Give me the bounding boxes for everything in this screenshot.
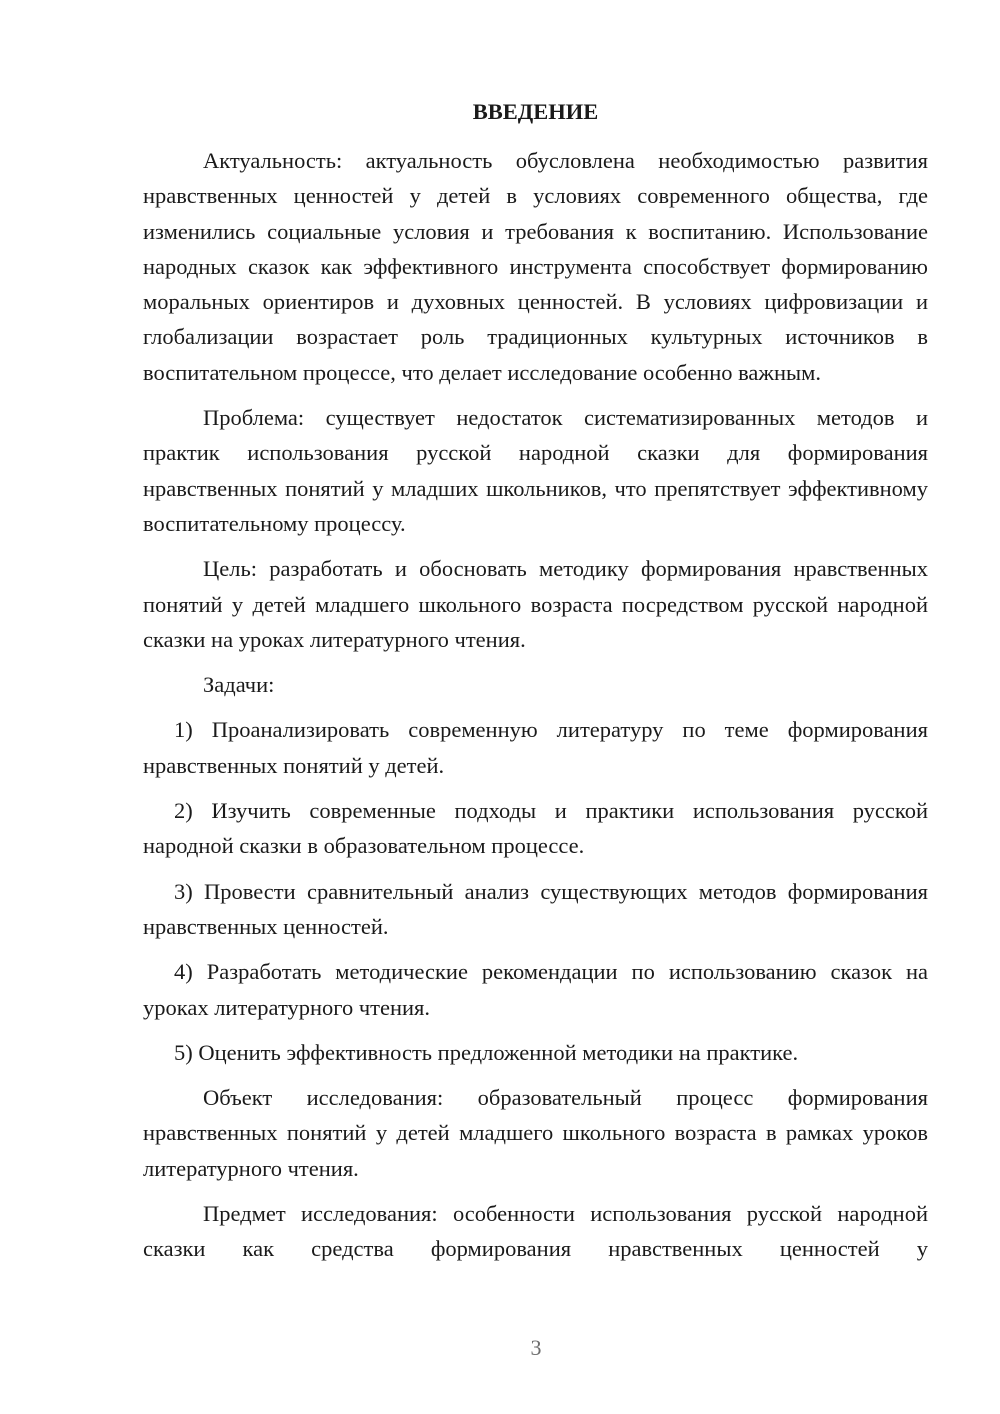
paragraph-research-object: Объект исследования: образовательный процесс формирования нравственных понятий у детей младшего школьного возраста в рамках уроков литературного чтения.: [143, 1085, 928, 1181]
paragraph-tasks-heading: Задачи:: [203, 672, 275, 698]
document-body: [143, 143, 928, 1267]
task-item-2: 2) Изучить современные подходы и практики использования русской народной сказки в образовательном процессе.: [143, 798, 928, 859]
task-item-3: 3) Провести сравнительный анализ существующих методов формирования нравственных ценностей.: [143, 878, 928, 939]
task-item-5: 5) Оценить эффективность предложенной методики на практике.: [174, 1039, 799, 1065]
paragraph-relevance: Актуальность: актуальность обусловлена необходимостью развития нравственных ценностей у детей в условиях современного общества, где изменились социальные условия и требования к воспитанию. Использование народных сказок как эффективного инструмента способствует формированию моральных ориентиров и духовных ценностей. В условиях цифровизации и глобализации возрастает роль традиционных культурных источников в воспитательном процессе, что делает исследование особенно важным.: [143, 148, 928, 385]
paragraph-goal: Цель: разработать и обосновать методику формирования нравственных понятий у детей младшего школьного возраста посредством русской народной сказки на уроках литературного чтения.: [143, 556, 928, 652]
section-title: ВВЕДЕНИЕ: [472, 99, 599, 124]
task-item-1: 1) Проанализировать современную литературу по теме формирования нравственных понятий у детей.: [143, 717, 928, 778]
paragraph-problem: Проблема: существует недостаток систематизированных методов и практик использования русской народной сказки для формирования нравственных понятий у младших школьников, что препятствует эффективному воспитательному процессу.: [143, 405, 928, 536]
task-item-4: 4) Разработать методические рекомендации по использованию сказок на уроках литературного чтения.: [143, 959, 928, 1020]
paragraph-research-subject: Предмет исследования: особенности использования русской народной сказки как средства формирования нравственных ценностей у: [143, 1201, 928, 1262]
page-number: 3: [530, 1335, 542, 1360]
